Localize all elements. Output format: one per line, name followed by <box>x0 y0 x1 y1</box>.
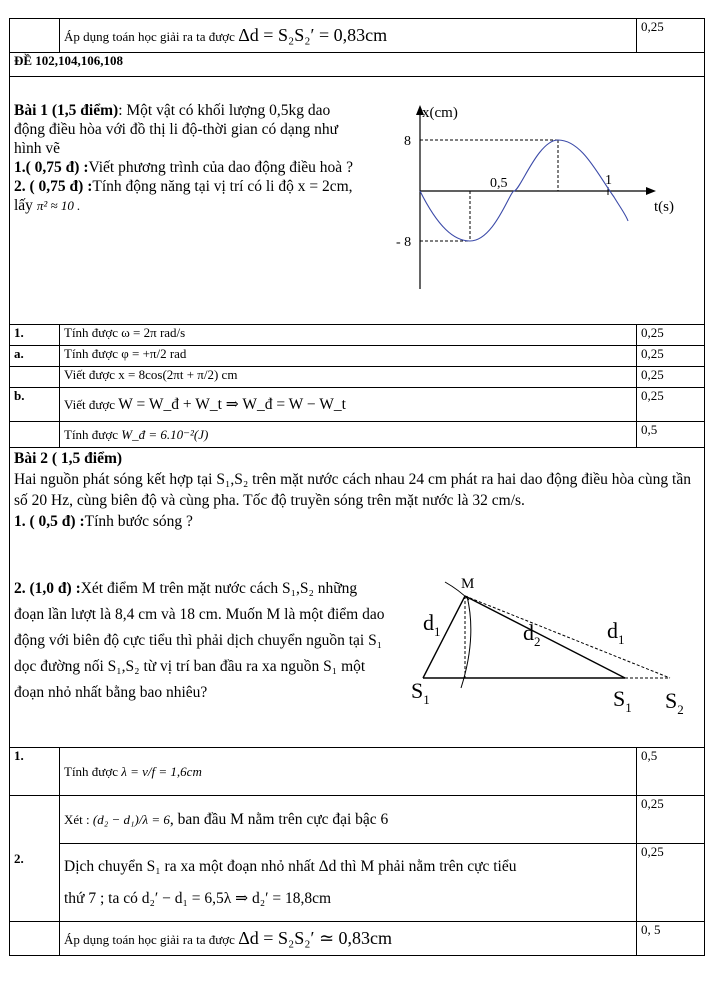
label-d1-right: d <box>607 618 618 643</box>
wave-sources-figure <box>395 568 700 718</box>
bai1-q2-text: Tính động năng tại vị trí có li độ x = 2cm, lấy <box>14 178 353 214</box>
bai1-title: Bài 1 (1,5 điểm) <box>14 102 119 119</box>
svg-text:S2: $S_2$ <box>665 688 684 717</box>
table-row <box>10 53 705 77</box>
table-row: Áp dụng toán học giải ra ta được Δd = S₂S₂′ ≃ 0,83cm 0, 5 <box>10 922 705 956</box>
bai1-q1-text: Viết phương trình của dao động điều hoà ? <box>88 159 353 176</box>
x-axis-arrow <box>646 187 656 195</box>
table-row: Tính được W_đ = 6.10⁻²(J) 0,5 <box>10 422 705 448</box>
table-row: b. Viết được W = W_đ + W_t ⇒ W_đ = W − W_t 0,25 <box>10 388 705 422</box>
bai2-q2-label: 2. (1,0 đ) : <box>14 580 81 597</box>
table-row: 2. Xét : (d₂ − d₁)/λ = 6, ban đầu M nằm trên cực đại bậc 6 0,25 <box>10 796 705 844</box>
y-label: x(cm) <box>422 105 458 121</box>
displacement-time-graph <box>378 99 698 289</box>
table-row <box>10 77 705 325</box>
bai2-q2-text: Xét điểm M trên mặt nước cách S₁,S₂ những đoạn lần lượt là 8,4 cm và 18 cm. Muốn M là một điểm dao động với biên độ cực tiểu thì phải dịch chuyển nguồn tại S₁ dọc đường nối S₁,S₂ từ vị trí ban đầu ra xa nguồn S₁ một đoạn nhỏ nhất bằng bao nhiêu? <box>14 580 385 701</box>
score: 0,25 <box>637 19 705 53</box>
bai1-q2-label: 2. ( 0,75 đ) : <box>14 178 93 195</box>
t-one-label: 1 <box>605 173 612 188</box>
bai2-q1-label: 1. ( 0,5 đ) : <box>14 513 85 530</box>
energy-formula: W = W_đ + W_t ⇒ W_đ = W − W_t <box>118 396 346 413</box>
label-d2: d <box>523 620 534 645</box>
answer-table <box>9 18 705 956</box>
arc-side <box>461 596 471 688</box>
svg-text:S1: $S_1$ <box>411 678 430 707</box>
bai1-q2-tail: π² ≈ 10 . <box>36 198 81 213</box>
table-row: 1. Tính được ω = 2π rad/s 0,25 <box>10 325 705 346</box>
exam-code-title: ĐỀ 102,104,106,108 <box>10 53 705 77</box>
svg-text:d1: $d_1$ <box>607 618 625 647</box>
segment-d1-dashed <box>465 596 670 678</box>
label-M: M <box>461 576 475 592</box>
table-row: 1. Tính được λ = v/f = 1,6cm 0,5 <box>10 748 705 796</box>
label-S2: S <box>665 688 678 713</box>
table-row: a. Tính được φ = +π/2 rad 0,25 <box>10 346 705 367</box>
bai2-intro: Hai nguồn phát sóng kết hợp tại S₁,S₂ trên mặt nước cách nhau 24 cm phát ra hai dao động điều hòa cùng tần số 20 Hz, cùng biên độ và cùng pha. Tốc độ truyền sóng trên mặt nước là 32 cm/s. <box>14 471 691 509</box>
table-row <box>10 19 705 53</box>
bai2-title: Bài 2 ( 1,5 điểm) <box>14 450 123 467</box>
t-half-label: 0,5 <box>490 176 508 191</box>
row-formula: Δd = S₂S₂′ = 0,83cm <box>238 25 388 45</box>
bai1-section <box>10 77 705 325</box>
table-row <box>10 448 705 748</box>
svg-text:S1: $S_1$ <box>613 686 632 715</box>
segment-d1 <box>423 596 465 678</box>
bai2-q1-text: Tính bước sóng ? <box>84 513 193 530</box>
kinetic-formula: W_đ = 6.10⁻²(J) <box>121 426 209 442</box>
order-formula: (d₂ − d₁)/λ = 6 <box>92 811 170 827</box>
label-d1-left: d <box>423 610 434 635</box>
bai1-intro: : Một vật có khối lượng 0,5kg dao động điều hòa với đồ thị li độ-thời gian có dạng như hình vẽ <box>14 102 338 157</box>
final-formula: Δd = S₂S₂′ ≃ 0,83cm <box>238 928 393 948</box>
bai1-q1-label: 1.( 0,75 đ) : <box>14 159 89 176</box>
row-text: Áp dụng toán học giải ra ta được <box>64 29 235 44</box>
bai1-text <box>14 101 364 215</box>
table-row: Viết được x = 8cos(2πt + π/2) cm 0,25 <box>10 367 705 388</box>
label-S1-moved: S <box>613 686 626 711</box>
svg-text:d1: $d_1$ <box>423 610 441 639</box>
wavelength-formula: λ = v/f = 1,6cm <box>121 763 202 779</box>
x-label: t(s) <box>654 199 674 215</box>
y-min-label: - 8 <box>396 235 412 250</box>
segment-d2 <box>465 596 625 678</box>
bai2-section <box>10 448 705 748</box>
svg-text:d2: $d_2$ <box>523 620 541 649</box>
y-max-label: 8 <box>404 134 411 149</box>
table-row: Dịch chuyển S₁ ra xa một đoạn nhỏ nhất Δd thì M phải nằm trên cực tiểu thứ 7 ; ta có d₂′ − d₁ = 6,5λ ⇒ d₂′ = 18,8cm 0,25 <box>10 844 705 922</box>
label-S1-initial: S <box>411 678 424 703</box>
